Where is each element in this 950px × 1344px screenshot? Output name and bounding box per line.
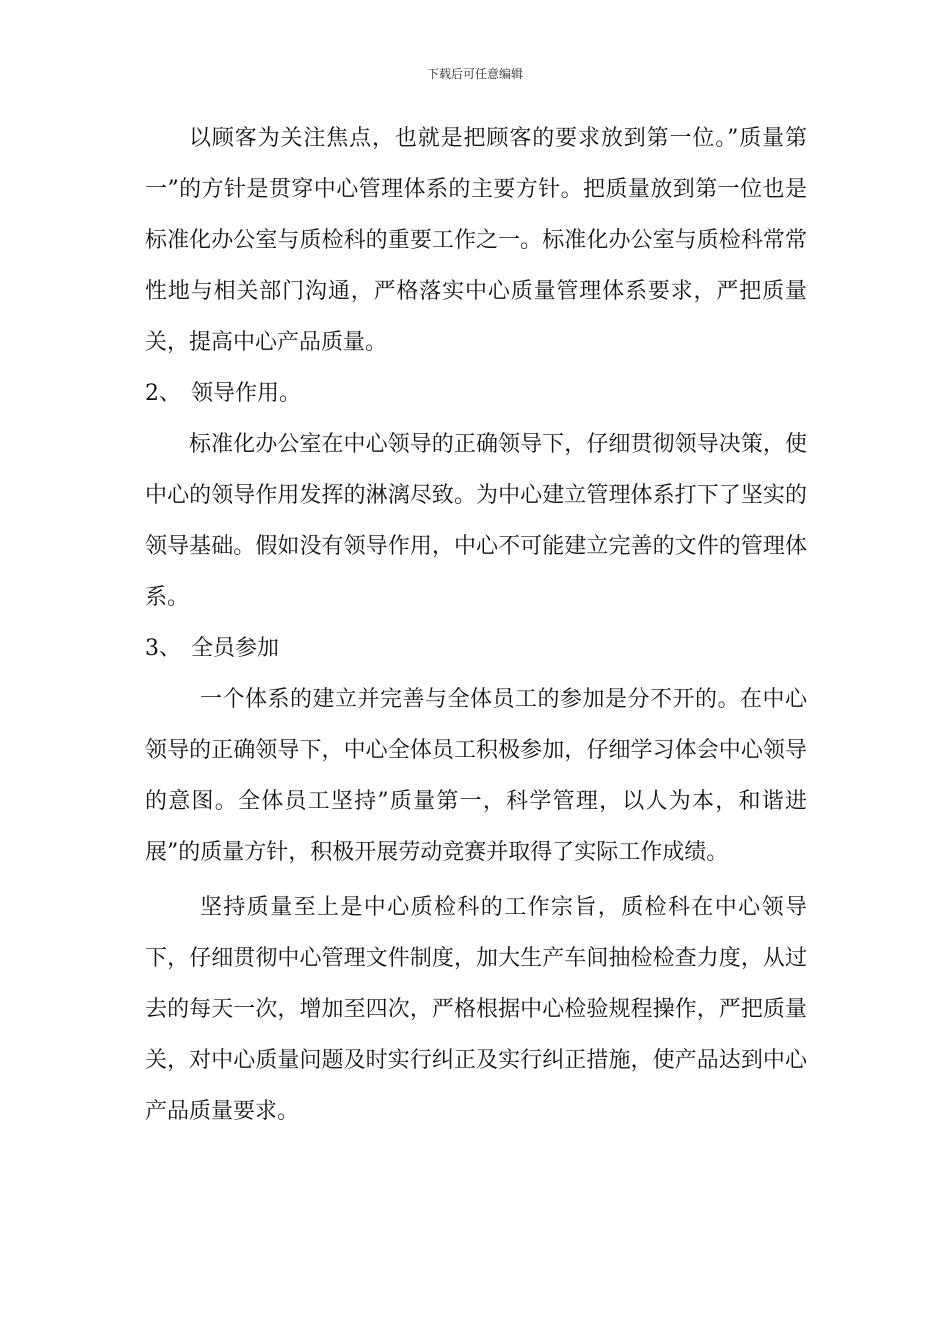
section-heading-leadership bbox=[145, 368, 807, 419]
section-number: 3、 bbox=[145, 636, 181, 661]
section-heading-participation bbox=[145, 623, 807, 674]
section-number: 2、 bbox=[145, 381, 181, 406]
section-title: 全员参加 bbox=[191, 636, 280, 661]
paragraph-customer-focus: 以顾客为关注焦点，也就是把顾客的要求放到第一位。”质量第一”的方针是贯穿中心管理体系的主要方针。把质量放到第一位也是标准化办公室与质检科的重要工作之一。标准化办公室与质检科常常性地与相关部门沟通，严格落实中心质量管理体系要求，严把质量关，提高中心产品质量。 bbox=[145, 126, 807, 355]
document-body bbox=[145, 113, 807, 1137]
paragraph-participation: 一个体系的建立并完善与全体员工的参加是分不开的。在中心领导的正确领导下，中心全体员工积极参加，仔细学习体会中心领导的意图。全体员工坚持”质量第一，科学管理，以人为本，和谐进展”的质量方针，积极开展劳动竞赛并取得了实际工作成绩。 bbox=[145, 687, 807, 865]
section-title: 领导作用。 bbox=[191, 381, 302, 406]
paragraph-quality-first: 坚持质量至上是中心质检科的工作宗旨，质检科在中心领导下，仔细贯彻中心管理文件制度，加大生产车间抽检检查力度，从过去的每天一次，增加至四次，严格根据中心检验规程操作，严把质量关，对中心质量问题及时实行纠正及实行纠正措施，使产品达到中心产品质量要求。 bbox=[145, 895, 807, 1124]
paragraph-leadership: 标准化办公室在中心领导的正确领导下，仔细贯彻领导决策，使中心的领导作用发挥的淋漓尽致。为中心建立管理体系打下了坚实的领导基础。假如没有领导作用，中心不可能建立完善的文件的管理体系。 bbox=[145, 432, 807, 610]
page-header: 下载后可任意编辑 bbox=[426, 67, 523, 81]
